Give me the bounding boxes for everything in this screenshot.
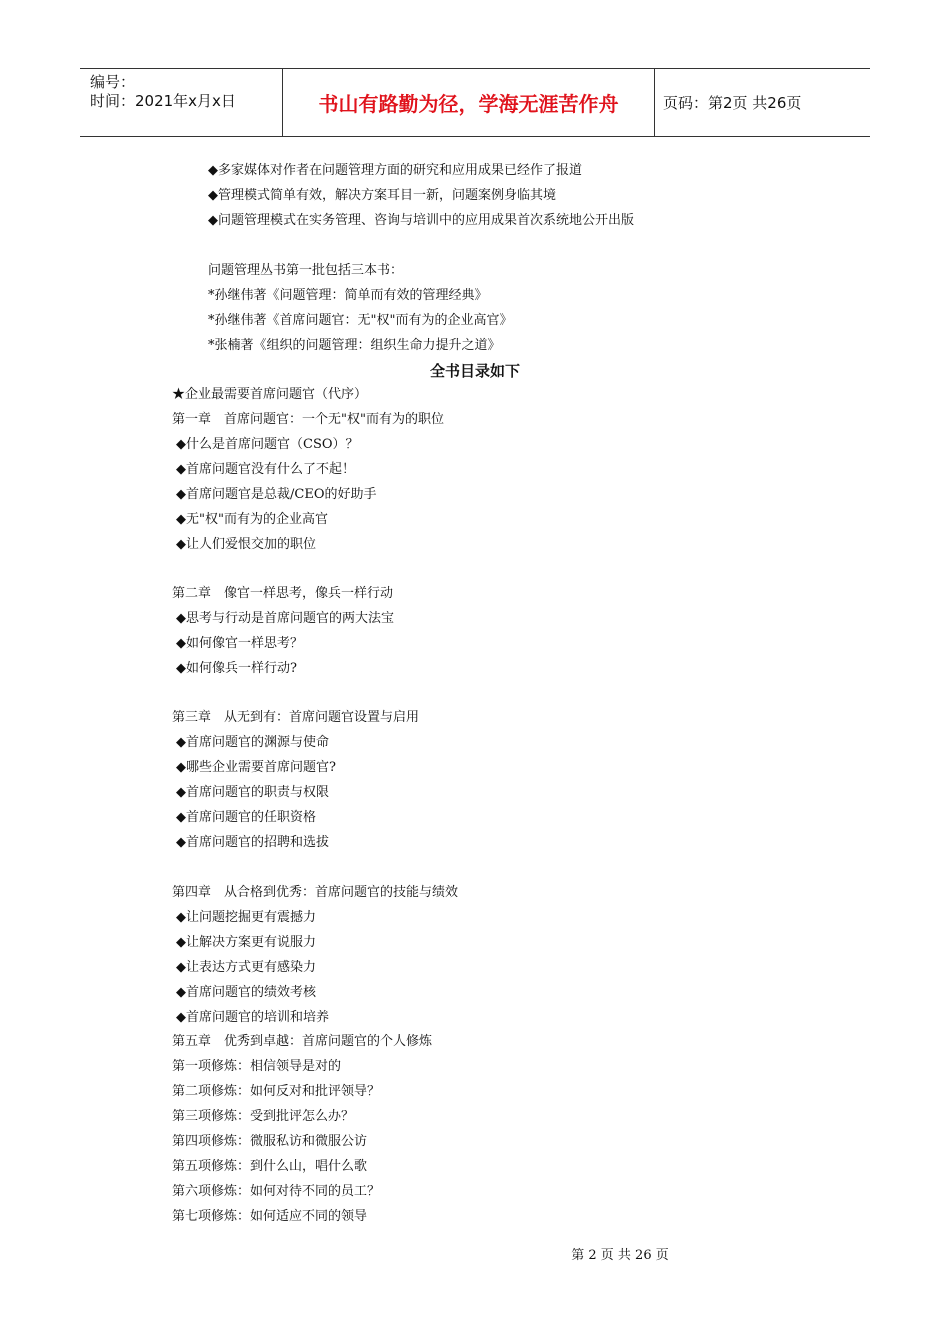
toc-entry: ◆让人们爱恨交加的职位: [176, 537, 316, 552]
date-label: 时间：2021年x月x日: [90, 92, 236, 110]
intro-bullet: ◆管理模式简单有效，解决方案耳目一新，问题案例身临其境: [208, 188, 556, 203]
page-footer: [0, 1247, 950, 1265]
chapter-title: 第三章 从无到有：首席问题官设置与启用: [172, 710, 420, 725]
toc-entry: ◆首席问题官的渊源与使命: [176, 735, 329, 750]
footer-page-number: 第 2 页 共 26 页: [571, 1248, 669, 1263]
toc-entry: ◆首席问题官的任职资格: [176, 810, 316, 825]
toc-entry: ◆无"权"而有为的企业高官: [176, 512, 328, 527]
toc-entry: ◆让解决方案更有说服力: [176, 935, 316, 950]
toc-entry: ◆什么是首席问题官（CSO）？: [176, 437, 359, 452]
book-item: *孙继伟著《问题管理：简单而有效的管理经典》: [208, 288, 488, 303]
chapter-title: 第一章 首席问题官：一个无"权"而有为的职位: [172, 412, 444, 427]
motto: 书山有路勤为径，学海无涯苦作舟: [318, 92, 619, 116]
header-info-cell: [80, 69, 283, 136]
page-label: 页码：第2页 共26页: [663, 94, 802, 112]
chapter-title: 第二章 像官一样思考，像兵一样行动: [172, 586, 394, 601]
toc-entry: ◆首席问题官的招聘和选拔: [176, 835, 329, 850]
chapter-title: 第五章 优秀到卓越：首席问题官的个人修炼: [172, 1034, 433, 1049]
toc-entry: 第四项修炼：微服私访和微服公访: [172, 1134, 368, 1149]
toc-entry: ◆首席问题官没有什么了不起！: [176, 462, 355, 477]
book-item: *张楠著《组织的问题管理：组织生命力提升之道》: [208, 338, 501, 353]
code-label: 编号：: [90, 73, 136, 91]
toc-entry: ◆首席问题官的培训和培养: [176, 1010, 329, 1025]
series-intro: 问题管理丛书第一批包括三本书：: [208, 263, 404, 278]
toc-entry: 第七项修炼：如何适应不同的领导: [172, 1209, 368, 1224]
toc-entry: ◆让问题挖掘更有震撼力: [176, 910, 316, 925]
toc-entry: ◆首席问题官的绩效考核: [176, 985, 316, 1000]
toc-entry: 第六项修炼：如何对待不同的员工？: [172, 1184, 381, 1199]
chapter-title: 第四章 从合格到优秀：首席问题官的技能与绩效: [172, 885, 459, 900]
intro-bullet: ◆多家媒体对作者在问题管理方面的研究和应用成果已经作了报道: [208, 163, 582, 178]
book-item: *孙继伟著《首席问题官：无"权"而有为的企业高官》: [208, 313, 513, 328]
toc-entry: ◆哪些企业需要首席问题官?: [176, 760, 336, 775]
toc-heading: 全书目录如下: [429, 362, 520, 380]
header-motto-cell: [283, 69, 655, 136]
intro-bullet: ◆问题管理模式在实务管理、咨询与培训中的应用成果首次系统地公开出版: [208, 213, 634, 228]
toc-entry: ◆如何像官一样思考？: [176, 636, 303, 651]
toc-entry: ◆首席问题官是总裁/CEO的好助手: [176, 487, 377, 502]
toc-entry: ◆首席问题官的职责与权限: [176, 785, 329, 800]
toc-entry: 第二项修炼：如何反对和批评领导？: [172, 1084, 381, 1099]
toc-entry: ◆让表达方式更有感染力: [176, 960, 316, 975]
toc-entry: ★企业最需要首席问题官（代序）: [172, 387, 368, 402]
toc-entry: ◆如何像兵一样行动?: [176, 661, 297, 676]
header-page-cell: [655, 69, 870, 136]
document-header: [80, 68, 870, 137]
toc-entry: 第一项修炼：相信领导是对的: [172, 1059, 342, 1074]
toc-entry: 第三项修炼：受到批评怎么办？: [172, 1109, 355, 1124]
toc-entry: 第五项修炼：到什么山，唱什么歌: [172, 1159, 368, 1174]
toc-entry: ◆思考与行动是首席问题官的两大法宝: [176, 611, 394, 626]
